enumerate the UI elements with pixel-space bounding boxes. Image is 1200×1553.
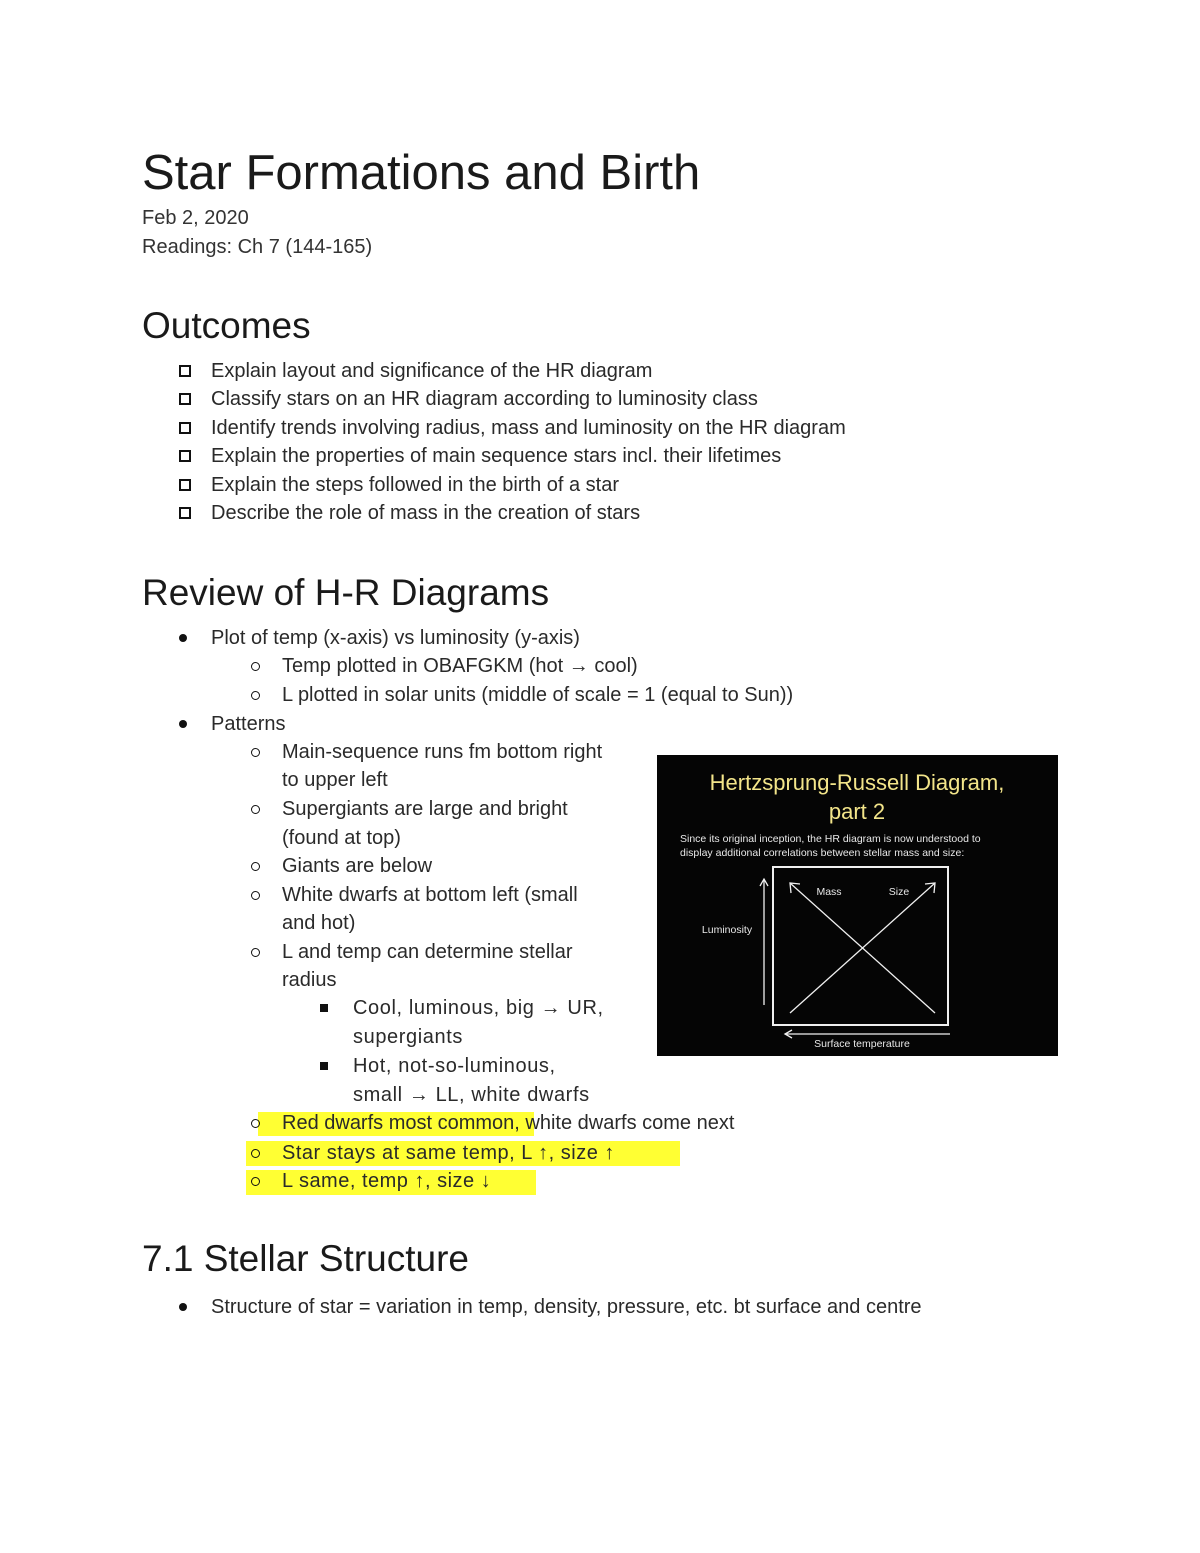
figure-title: Hertzsprung-Russell Diagram, (709, 770, 1005, 795)
mass-label: Mass (816, 886, 842, 898)
bullet-circle-icon (251, 805, 260, 814)
hr-diagram-svg (657, 755, 1058, 1056)
outcome-item: Identify trends involving radius, mass and luminosity on the HR diagram (211, 417, 846, 439)
checkbox-icon[interactable] (179, 479, 191, 491)
list-item: Temp plotted in OBAFGKM (hot → cool) (282, 655, 638, 677)
bullet-icon (179, 1303, 187, 1311)
temperature-label: Surface temperature (814, 1038, 910, 1050)
list-item: White dwarfs at bottom left (small (282, 884, 578, 906)
figure-caption: Since its original inception, the HR diagram is now understood to (680, 833, 981, 845)
list-item-continued: to upper left (282, 769, 388, 791)
bullet-circle-icon (251, 948, 260, 957)
checkbox-icon[interactable] (179, 450, 191, 462)
review-heading: Review of H-R Diagrams (142, 572, 550, 613)
list-item: L and temp can determine stellar (282, 941, 573, 963)
list-item: Plot of temp (x-axis) vs luminosity (y-axis) (211, 627, 580, 649)
page-title: Star Formations and Birth (142, 146, 701, 200)
size-label: Size (888, 886, 910, 898)
list-item-continued: (found at top) (282, 827, 401, 849)
list-item (282, 1109, 734, 1137)
structure-heading: 7.1 Stellar Structure (142, 1238, 469, 1279)
date-line: Feb 2, 2020 (142, 207, 249, 229)
luminosity-label: Luminosity (701, 924, 753, 936)
bullet-icon (179, 634, 187, 642)
list-item: Supergiants are large and bright (282, 798, 568, 820)
bullet-circle-icon (251, 862, 260, 871)
list-item: L plotted in solar units (middle of scale = 1 (equal to Sun)) (282, 684, 794, 706)
list-item-continued: and hot) (282, 912, 356, 934)
bullet-circle-icon (251, 1149, 260, 1158)
readings-line: Readings: Ch 7 (144-165) (142, 236, 373, 258)
figure-title-line-2: part 2 (828, 799, 886, 824)
bullet-circle-icon (251, 1119, 260, 1128)
list-item: Hot, not-so-luminous, (353, 1055, 556, 1077)
hr-diagram-image (657, 755, 1058, 1056)
list-item-continued: small → LL, white dwarfs (353, 1084, 590, 1106)
list-item: Structure of star = variation in temp, density, pressure, etc. bt surface and centre (211, 1296, 922, 1318)
list-item: Main-sequence runs fm bottom right (282, 741, 603, 763)
list-item: Star stays at same temp, L ↑, size ↑ (282, 1142, 615, 1164)
bullet-circle-icon (251, 1177, 260, 1186)
highlighted-text: Red dwarfs most common (282, 1112, 515, 1134)
list-item: Patterns (211, 713, 286, 735)
list-item: L same, temp ↑, size ↓ (282, 1170, 492, 1192)
outcome-item: Explain layout and significance of the HR diagram (211, 360, 653, 382)
bullet-square-icon (320, 1004, 328, 1012)
outcome-item: Explain the properties of main sequence stars incl. their lifetimes (211, 445, 782, 467)
outcome-item: Classify stars on an HR diagram according to luminosity class (211, 388, 758, 410)
checkbox-icon[interactable] (179, 422, 191, 434)
bullet-square-icon (320, 1062, 328, 1070)
figure-caption-line-2: display additional correlations between stellar mass and size: (680, 847, 965, 859)
bullet-circle-icon (251, 662, 260, 671)
list-item-continued: radius (282, 969, 337, 991)
plain-text: , white dwarfs come next (514, 1112, 735, 1134)
bullet-circle-icon (251, 691, 260, 700)
outcome-item: Explain the steps followed in the birth of a star (211, 474, 620, 496)
list-item: Giants are below (282, 855, 433, 877)
bullet-icon (179, 720, 187, 728)
outcome-item: Describe the role of mass in the creation of stars (211, 502, 641, 524)
checkbox-icon[interactable] (179, 393, 191, 405)
outcomes-heading: Outcomes (142, 305, 311, 346)
checkbox-icon[interactable] (179, 507, 191, 519)
bullet-circle-icon (251, 748, 260, 757)
list-item-continued: supergiants (353, 1026, 463, 1048)
checkbox-icon[interactable] (179, 365, 191, 377)
bullet-circle-icon (251, 891, 260, 900)
list-item: Cool, luminous, big → UR, (353, 997, 604, 1019)
